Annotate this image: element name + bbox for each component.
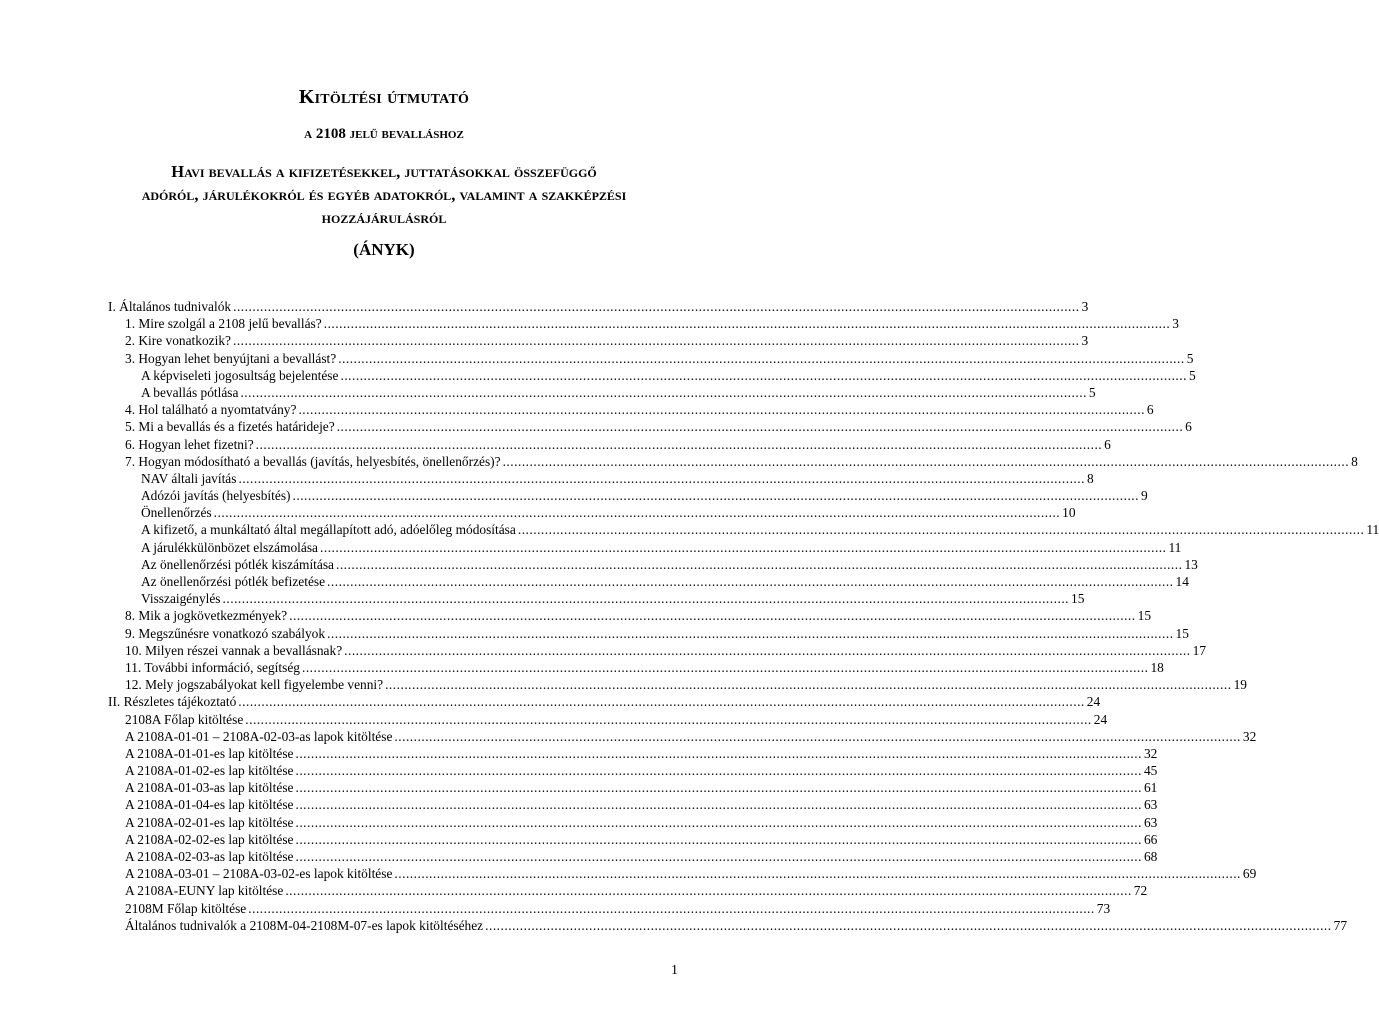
toc-entry[interactable] bbox=[108, 453, 1358, 470]
toc-entry-label: A 2108A-01-01-es lap kitöltése bbox=[125, 745, 294, 761]
toc-leader-dots: ............................................................................................................................................................................................................................ bbox=[240, 384, 1087, 400]
toc-entry[interactable] bbox=[108, 504, 1076, 521]
toc-entry[interactable] bbox=[108, 865, 1257, 882]
toc-leader-dots: ............................................................................................................................................................................................................................ bbox=[289, 608, 1136, 624]
toc-entry[interactable] bbox=[108, 728, 1257, 745]
toc-entry[interactable] bbox=[108, 848, 1158, 865]
toc-leader-dots: ............................................................................................................................................................................................................................ bbox=[295, 797, 1142, 813]
toc-entry-page: 24 bbox=[1093, 711, 1108, 727]
toc-entry-label: I. Általános tudnivalók bbox=[108, 299, 232, 314]
toc-entry-page: 14 bbox=[1175, 574, 1189, 589]
toc-entry[interactable] bbox=[108, 298, 1089, 315]
toc-leader-dots: ............................................................................................................................................................................................................................ bbox=[238, 470, 1085, 486]
toc-entry-page: 18 bbox=[1150, 659, 1164, 675]
toc-entry-label: A 2108A-02-03-as lap kitöltése bbox=[125, 849, 294, 864]
toc-entry-label: 6. Hogyan lehet fizetni? bbox=[125, 436, 254, 452]
toc-entry-page: 10 bbox=[1062, 505, 1076, 521]
toc-entry-label: Adózói javítás (helyesbítés) bbox=[141, 488, 291, 504]
toc-entry[interactable] bbox=[108, 693, 1101, 710]
toc-entry-page: 8 bbox=[1086, 470, 1094, 486]
toc-entry-label: 1. Mire szolgál a 2108 jelű bevallás? bbox=[125, 316, 322, 332]
heading-line: Havi bevallás a kifizetésekkel, juttatásokkal összefüggő bbox=[171, 162, 597, 181]
toc-entry[interactable] bbox=[108, 470, 1094, 487]
toc-leader-dots: ............................................................................................................................................................................................................................ bbox=[295, 780, 1142, 796]
toc-entry[interactable] bbox=[108, 711, 1108, 728]
toc-leader-dots: ............................................................................................................................................................................................................................ bbox=[233, 299, 1080, 314]
toc-entry[interactable] bbox=[108, 745, 1158, 762]
toc-entry-label: A 2108A-01-01 – 2108A-02-03-as lapok kitöltése bbox=[125, 728, 393, 744]
toc-entry[interactable] bbox=[108, 521, 1379, 538]
toc-entry-label: A járulékkülönbözet elszámolása bbox=[141, 539, 318, 555]
toc-leader-dots: ............................................................................................................................................................................................................................ bbox=[336, 419, 1184, 435]
toc-entry-page: 3 bbox=[1172, 316, 1179, 332]
toc-entry-label: 2108A Főlap kitöltése bbox=[125, 711, 244, 727]
toc-entry-page: 5 bbox=[1188, 367, 1196, 383]
toc-leader-dots: ............................................................................................................................................................................................................................ bbox=[238, 694, 1085, 710]
toc-entry-page: 13 bbox=[1184, 556, 1198, 572]
toc-leader-dots: ............................................................................................................................................................................................................................ bbox=[517, 522, 1365, 538]
toc-entry-page: 11 bbox=[1366, 522, 1379, 538]
toc-entry-label: 12. Mely jogszabályokat kell figyelembe venni? bbox=[125, 677, 384, 693]
toc-leader-dots: ............................................................................................................................................................................................................................ bbox=[323, 316, 1171, 332]
toc-leader-dots: ............................................................................................................................................................................................................................ bbox=[248, 900, 1095, 916]
toc-entry[interactable] bbox=[108, 642, 1207, 659]
document-title: Kitöltési útmutató bbox=[298, 86, 470, 108]
toc-entry-label: A 2108A-01-02-es lap kitöltése bbox=[125, 763, 294, 779]
anyk-label: (ÁNYK) bbox=[353, 240, 415, 259]
toc-entry[interactable] bbox=[108, 573, 1189, 590]
toc-leader-dots: ............................................................................................................................................................................................................................ bbox=[327, 625, 1174, 641]
toc-entry-page: 6 bbox=[1146, 402, 1154, 418]
toc-entry-page: 77 bbox=[1333, 917, 1348, 933]
toc-entry[interactable] bbox=[108, 900, 1111, 917]
toc-entry-label: 9. Megszűnésre vonatkozó szabályok bbox=[125, 625, 326, 641]
toc-leader-dots: ............................................................................................................................................................................................................................ bbox=[222, 591, 1070, 607]
toc-entry-page: 66 bbox=[1143, 831, 1158, 847]
toc-entry-page: 61 bbox=[1143, 780, 1158, 796]
toc-entry[interactable] bbox=[108, 762, 1158, 779]
toc-entry[interactable] bbox=[108, 332, 1089, 349]
toc-entry-page: 63 bbox=[1143, 797, 1158, 813]
toc-entry-page: 63 bbox=[1143, 814, 1158, 830]
toc-entry-label: A 2108A-01-04-es lap kitöltése bbox=[125, 797, 294, 813]
document-heading bbox=[80, 160, 688, 229]
toc-entry[interactable] bbox=[108, 315, 1179, 332]
toc-entry-page: 6 bbox=[1104, 436, 1111, 452]
toc-leader-dots: ............................................................................................................................................................................................................................ bbox=[335, 556, 1183, 572]
toc-leader-dots: ............................................................................................................................................................................................................................ bbox=[232, 333, 1080, 349]
toc-entry-page: 6 bbox=[1185, 419, 1192, 435]
toc-leader-dots: ............................................................................................................................................................................................................................ bbox=[485, 917, 1332, 933]
toc-entry[interactable] bbox=[108, 487, 1148, 504]
toc-entry-label: NAV általi javítás bbox=[141, 470, 237, 486]
toc-entry-label: Általános tudnivalók a 2108M-04-2108M-07-es lapok kitöltéséhez bbox=[125, 917, 484, 933]
toc-entry[interactable] bbox=[108, 418, 1192, 435]
toc-leader-dots: ............................................................................................................................................................................................................................ bbox=[295, 745, 1142, 761]
toc-entry-label: 7. Hogyan módosítható a bevallás (javítás, helyesbítés, önellenőrzés)? bbox=[125, 453, 501, 469]
toc-entry-page: 19 bbox=[1233, 677, 1247, 693]
toc-entry-label: 10. Milyen részei vannak a bevallásnak? bbox=[125, 642, 343, 658]
toc-entry-label: Önellenőrzés bbox=[141, 505, 212, 521]
toc-entry-label: A képviseleti jogosultság bejelentése bbox=[141, 367, 339, 383]
toc-entry[interactable] bbox=[108, 556, 1198, 573]
toc-entry-label: A 2108A-01-03-as lap kitöltése bbox=[125, 780, 294, 796]
toc-leader-dots: ............................................................................................................................................................................................................................ bbox=[301, 659, 1149, 675]
toc-entry-label: A bevallás pótlása bbox=[141, 384, 239, 400]
toc-leader-dots: ............................................................................................................................................................................................................................ bbox=[502, 453, 1350, 469]
toc-entry-label: 5. Mi a bevallás és a fizetés határideje? bbox=[125, 419, 335, 435]
toc-entry[interactable] bbox=[108, 539, 1182, 556]
toc-leader-dots: ............................................................................................................................................................................................................................ bbox=[295, 831, 1142, 847]
toc-entry-page: 15 bbox=[1137, 608, 1152, 624]
toc-entry-page: 17 bbox=[1192, 642, 1207, 658]
toc-leader-dots: ............................................................................................................................................................................................................................ bbox=[320, 539, 1167, 555]
toc-entry-label: 2108M Főlap kitöltése bbox=[125, 900, 247, 916]
toc-entry-page: 68 bbox=[1143, 849, 1158, 864]
toc-leader-dots: ............................................................................................................................................................................................................................ bbox=[245, 711, 1092, 727]
toc-leader-dots: ............................................................................................................................................................................................................................ bbox=[338, 350, 1185, 366]
toc-entry-page: 8 bbox=[1351, 453, 1358, 469]
toc-entry[interactable] bbox=[108, 796, 1158, 813]
table-of-contents bbox=[108, 298, 1379, 934]
toc-leader-dots: ............................................................................................................................................................................................................................ bbox=[298, 402, 1145, 418]
toc-entry-page: 3 bbox=[1081, 299, 1089, 314]
toc-leader-dots: ............................................................................................................................................................................................................................ bbox=[295, 763, 1142, 779]
toc-entry[interactable] bbox=[108, 401, 1154, 418]
toc-entry[interactable] bbox=[108, 607, 1152, 624]
toc-entry-label: A 2108A-EUNY lap kitöltése bbox=[125, 883, 284, 899]
toc-entry-page: 45 bbox=[1143, 763, 1158, 779]
toc-entry-page: 72 bbox=[1133, 883, 1148, 899]
toc-entry[interactable] bbox=[108, 676, 1247, 693]
toc-entry-page: 15 bbox=[1071, 591, 1085, 607]
document-subtitle: a 2108 jelű bevalláshoz bbox=[304, 126, 464, 142]
toc-leader-dots: ............................................................................................................................................................................................................................ bbox=[340, 367, 1187, 383]
toc-entry[interactable] bbox=[108, 436, 1111, 453]
toc-entry-label: A kifizető, a munkáltató által megállapított adó, adóelőleg módosítása bbox=[141, 522, 516, 538]
toc-entry-page: 11 bbox=[1168, 539, 1182, 555]
toc-leader-dots: ............................................................................................................................................................................................................................ bbox=[213, 505, 1061, 521]
toc-entry[interactable] bbox=[108, 882, 1148, 899]
toc-leader-dots: ............................................................................................................................................................................................................................ bbox=[385, 677, 1232, 693]
toc-entry-page: 5 bbox=[1088, 384, 1096, 400]
toc-entry-page: 32 bbox=[1143, 745, 1158, 761]
toc-entry-label: 3. Hogyan lehet benyújtani a bevallást? bbox=[125, 350, 337, 366]
toc-entry-page: 3 bbox=[1081, 333, 1089, 349]
toc-entry-page: 32 bbox=[1242, 728, 1257, 744]
toc-entry-label: 4. Hol található a nyomtatvány? bbox=[125, 402, 297, 418]
toc-entry-label: Az önellenőrzési pótlék kiszámítása bbox=[141, 556, 334, 572]
toc-leader-dots: ............................................................................................................................................................................................................................ bbox=[295, 849, 1142, 864]
toc-entry[interactable] bbox=[108, 384, 1096, 401]
toc-entry-page: 73 bbox=[1096, 900, 1111, 916]
page-number: 1 bbox=[671, 963, 678, 978]
toc-leader-dots: ............................................................................................................................................................................................................................ bbox=[292, 488, 1139, 504]
toc-entry[interactable] bbox=[108, 814, 1158, 831]
toc-entry-label: 8. Mik a jogkövetkezmények? bbox=[125, 608, 288, 624]
toc-entry-page: 24 bbox=[1086, 694, 1101, 710]
toc-entry-label: II. Részletes tájékoztató bbox=[108, 694, 237, 710]
toc-leader-dots: ............................................................................................................................................................................................................................ bbox=[344, 642, 1191, 658]
toc-entry[interactable] bbox=[108, 831, 1158, 848]
toc-entry-page: 5 bbox=[1186, 350, 1194, 366]
toc-entry[interactable] bbox=[108, 659, 1164, 676]
toc-leader-dots: ............................................................................................................................................................................................................................ bbox=[285, 883, 1132, 899]
toc-entry-label: 2. Kire vonatkozik? bbox=[125, 333, 231, 349]
toc-entry[interactable] bbox=[108, 779, 1158, 796]
toc-entry-page: 9 bbox=[1140, 488, 1148, 504]
toc-leader-dots: ............................................................................................................................................................................................................................ bbox=[255, 436, 1103, 452]
heading-line: hozzájárulásról bbox=[321, 208, 447, 227]
heading-line: adóról, járulékokról és egyéb adatokról, valamint a szakképzési bbox=[141, 185, 627, 204]
toc-entry[interactable] bbox=[108, 917, 1348, 934]
toc-entry[interactable] bbox=[108, 350, 1194, 367]
toc-entry-label: A 2108A-03-01 – 2108A-03-02-es lapok kitöltése bbox=[125, 866, 393, 882]
toc-entry-page: 15 bbox=[1175, 625, 1189, 641]
toc-entry-label: Az önellenőrzési pótlék befizetése bbox=[141, 574, 326, 589]
toc-leader-dots: ............................................................................................................................................................................................................................ bbox=[394, 866, 1241, 882]
toc-entry[interactable] bbox=[108, 590, 1085, 607]
toc-entry-page: 69 bbox=[1242, 866, 1257, 882]
toc-entry-label: A 2108A-02-02-es lap kitöltése bbox=[125, 831, 294, 847]
toc-entry-label: Visszaigénylés bbox=[141, 591, 221, 607]
toc-entry[interactable] bbox=[108, 367, 1196, 384]
toc-leader-dots: ............................................................................................................................................................................................................................ bbox=[327, 574, 1174, 589]
toc-leader-dots: ............................................................................................................................................................................................................................ bbox=[394, 728, 1241, 744]
toc-entry-label: 11. További információ, segítség bbox=[125, 659, 300, 675]
toc-leader-dots: ............................................................................................................................................................................................................................ bbox=[295, 814, 1142, 830]
toc-entry[interactable] bbox=[108, 625, 1189, 642]
toc-entry-label: A 2108A-02-01-es lap kitöltése bbox=[125, 814, 294, 830]
